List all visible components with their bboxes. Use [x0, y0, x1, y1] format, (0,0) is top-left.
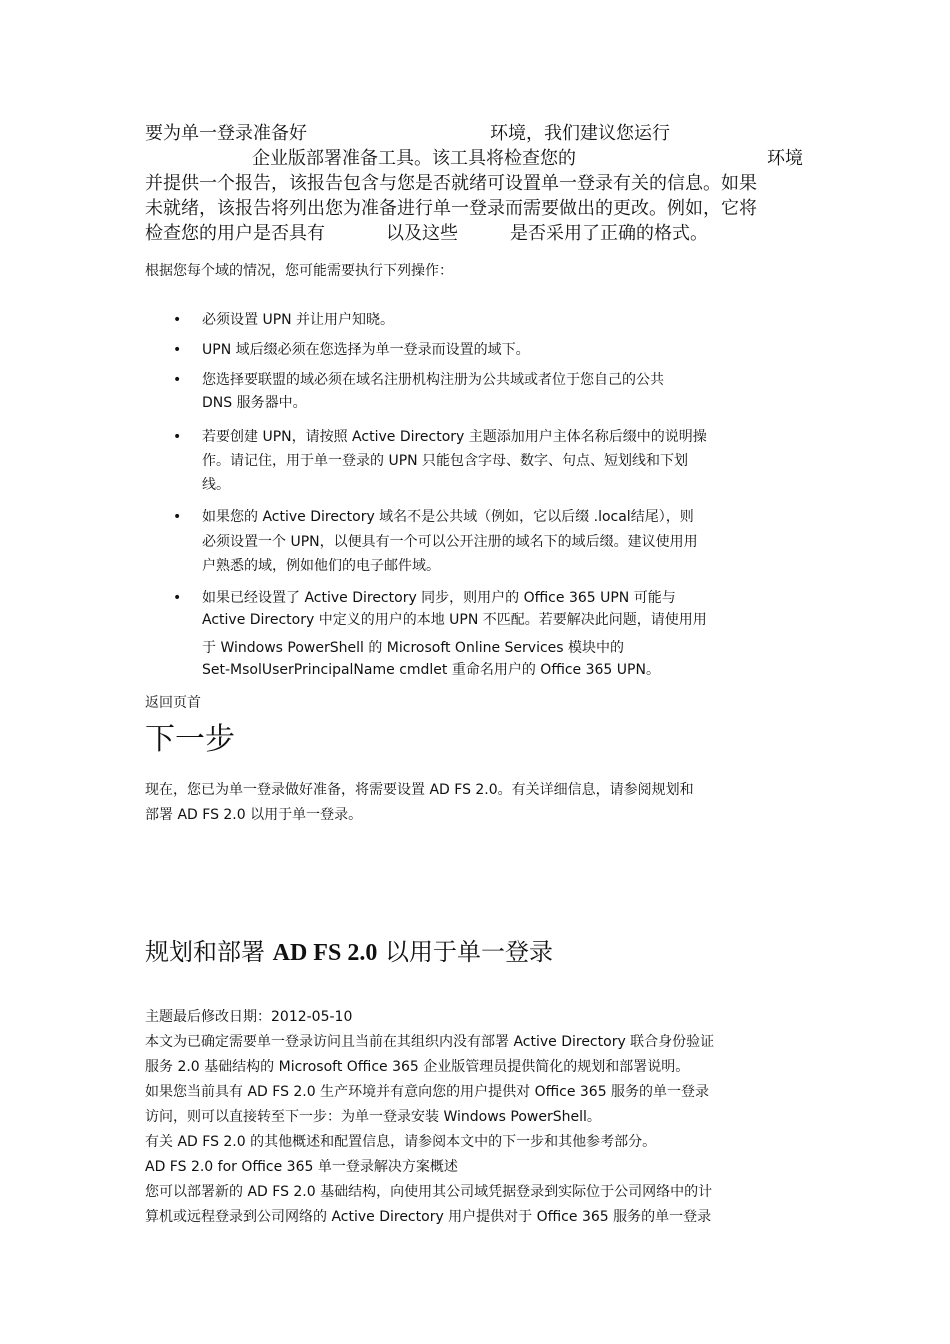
bullet-icon: • [173, 372, 182, 388]
list-item-line: 如果已经设置了 Active Directory 同步，则用户的 Office 365 UPN 可能与 [202, 590, 676, 606]
intro-text: 检查您的用户是否具有 [145, 223, 325, 244]
list-item-line: Set-MsolUserPrincipalName cmdlet 重命名用户的 Office 365 UPN。 [202, 662, 660, 678]
section-line: 服务 2.0 基础结构的 Microsoft Office 365 企业版管理员提供简化的规划和部署说明。 [145, 1059, 690, 1075]
list-item-line: 线。 [202, 477, 230, 493]
intro-text: 并提供一个报告，该报告包含与您是否就绪可设置单一登录有关的信息。如果 [145, 173, 757, 194]
section-line: 如果您当前具有 AD FS 2.0 生产环境并有意向您的用户提供对 Office 365 服务的单一登录 [145, 1084, 710, 1100]
section-line: 访问，则可以直接转至下一步：为单一登录安装 Windows PowerShell。 [145, 1109, 601, 1125]
section-line: 主题最后修改日期：2012-05-10 [145, 1009, 353, 1025]
section-line: 有关 AD FS 2.0 的其他概述和配置信息，请参阅本文中的下一步和其他参考部分。 [145, 1134, 657, 1150]
intro-text: 是否采用了正确的格式。 [510, 223, 708, 244]
list-item-line: DNS 服务器中。 [202, 395, 307, 411]
list-item-line: 必须设置一个 UPN，以便具有一个可以公开注册的域名下的域后缀。建议使用用 [202, 534, 698, 550]
list-item-line: Active Directory 中定义的用户的本地 UPN 不匹配。若要解决此问题，请使用用 [202, 612, 707, 628]
section-title [145, 940, 553, 965]
intro-text: 环境，我们建议您运行 [490, 123, 670, 144]
bullet-icon: • [173, 429, 182, 445]
back-to-top-link[interactable]: 返回页首 [145, 695, 201, 711]
list-item-line: UPN 域后缀必须在您选择为单一登录而设置的域下。 [202, 342, 530, 358]
bullet-icon: • [173, 312, 182, 328]
list-item-line: 户熟悉的域，例如他们的电子邮件域。 [202, 558, 440, 574]
bullet-icon: • [173, 509, 182, 525]
section-title-c: 以用于单一登录 [377, 938, 553, 966]
list-item-line: 您选择要联盟的域必须在域名注册机构注册为公共域或者位于您自己的公共 [202, 372, 664, 388]
list-item-line: 必须设置 UPN 并让用户知晓。 [202, 312, 395, 328]
list-item-line: 若要创建 UPN，请按照 Active Directory 主题添加用户主体名称后缀中的说明操 [202, 429, 707, 445]
intro-text: 以及这些 [386, 223, 458, 244]
bullet-icon: • [173, 342, 182, 358]
next-paragraph: 部署 AD FS 2.0 以用于单一登录。 [145, 807, 363, 823]
intro-text: 企业版部署准备工具。该工具将检查您的 [252, 148, 576, 169]
list-item-line: 如果您的 Active Directory 域名不是公共域（例如，它以后缀 .local结尾），则 [202, 509, 694, 525]
intro-text: 要为单一登录准备好 [145, 123, 307, 144]
section-title-b: AD FS 2.0 [272, 940, 378, 966]
next-paragraph: 现在，您已为单一登录做好准备，将需要设置 AD FS 2.0。有关详细信息，请参阅规划和 [145, 782, 694, 798]
list-item-line: 作。请记住，用于单一登录的 UPN 只能包含字母、数字、句点、短划线和下划 [202, 453, 689, 469]
next-step-heading: 下一步 [145, 722, 235, 757]
intro-text: 环境 [767, 148, 803, 169]
bullet-icon: • [173, 590, 182, 606]
lead-text: 根据您每个域的情况，您可能需要执行下列操作： [145, 263, 453, 279]
section-line: AD FS 2.0 for Office 365 单一登录解决方案概述 [145, 1159, 458, 1175]
section-line: 您可以部署新的 AD FS 2.0 基础结构，向使用其公司域凭据登录到实际位于公司网络中的计 [145, 1184, 713, 1200]
section-title-a: 规划和部署 [145, 938, 273, 966]
intro-text: 未就绪，该报告将列出您为准备进行单一登录而需要做出的更改。例如，它将 [145, 198, 757, 219]
list-item-line: 于 Windows PowerShell 的 Microsoft Online Services 模块中的 [202, 640, 625, 656]
section-line: 算机或远程登录到公司网络的 Active Directory 用户提供对于 Office 365 服务的单一登录 [145, 1209, 712, 1225]
section-line: 本文为已确定需要单一登录访问且当前在其组织内没有部署 Active Directory 联合身份验证 [145, 1034, 715, 1050]
